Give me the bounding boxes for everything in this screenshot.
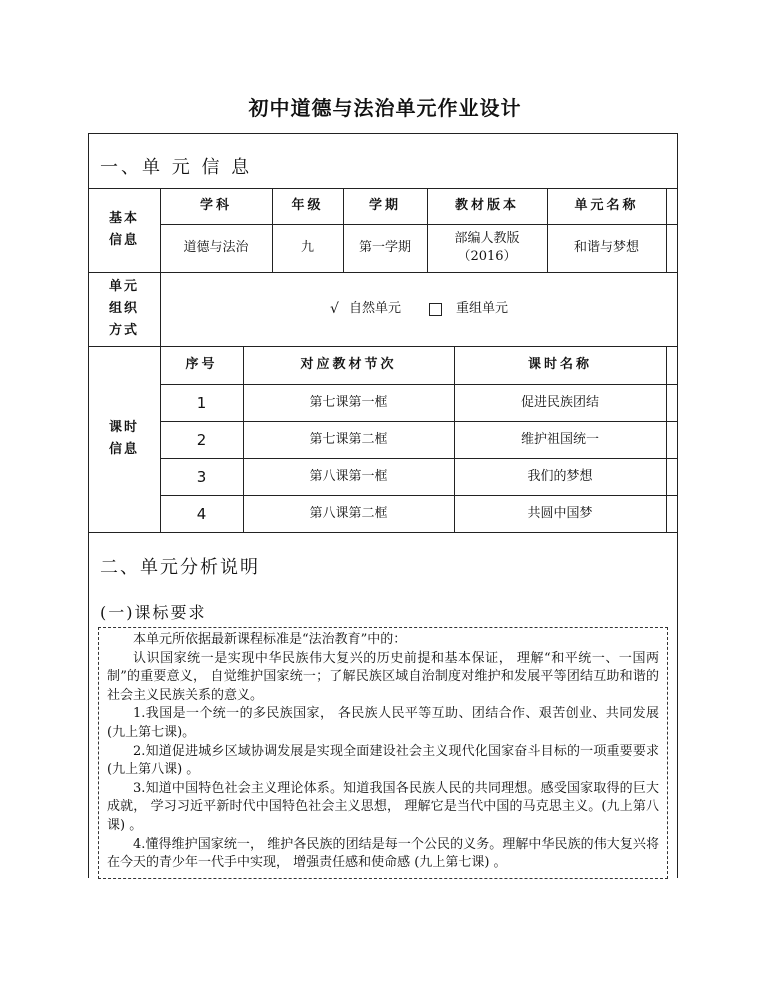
lesson-section: 第八课第一框 <box>309 468 388 484</box>
empty-checkbox-icon <box>429 303 442 316</box>
divider <box>666 346 667 532</box>
value-grade: 九 <box>300 240 314 255</box>
standard-paragraph: 3.知道中国特色社会主义理论体系。知道我国各民族人民的共同理想。感受国家取得的巨大成就， 学习习近平新时代中国特色社会主义思想， 理解它是当代中国的马克思主义。(九上第八课) 。 <box>107 780 659 833</box>
curriculum-standard-box <box>98 627 668 879</box>
standard-paragraph: 2.知道促进城乡区域协调发展是实现全面建设社会主义现代化国家奋斗目标的一项重要要求 (九上第八课) 。 <box>107 743 659 778</box>
value-subject: 道德与法治 <box>183 240 249 255</box>
organization-label: 单元 组织 方式 <box>108 279 139 338</box>
curriculum-standard-heading: (一)课标要求 <box>100 603 207 622</box>
standard-paragraph: 4.懂得维护国家统一， 维护各民族的团结是每一个公民的义务。理解中华民族的伟大复兴将在今天的青少年一代手中实现， 增强责任感和使命感 (九上第七课) 。 <box>107 836 659 871</box>
value-semester: 第一学期 <box>358 240 411 255</box>
lesson-name: 维护祖国统一 <box>520 431 599 447</box>
header-lesson-name: 课时名称 <box>527 357 592 372</box>
lesson-section: 第七课第二框 <box>309 431 388 447</box>
lesson-section: 第八课第二框 <box>309 505 388 521</box>
header-semester: 学期 <box>368 198 401 213</box>
basic-info-label: 基本 信息 <box>108 211 139 248</box>
standard-paragraph: 本单元所依据最新课程标准是“法治教育”中的： <box>133 632 407 647</box>
lesson-name: 共圆中国梦 <box>527 505 593 521</box>
value-unit-name: 和谐与梦想 <box>573 240 639 255</box>
lesson-number: 1 <box>196 393 207 412</box>
header-grade: 年级 <box>291 198 324 213</box>
header-unit-name: 单元名称 <box>574 198 639 213</box>
divider <box>88 532 678 533</box>
document-title: 初中道德与法治单元作业设计 <box>248 96 522 120</box>
section-1-heading: 一、单 元 信 息 <box>100 157 253 178</box>
section-2-heading: 二、单元分析说明 <box>100 557 260 578</box>
lesson-number: 3 <box>196 467 207 486</box>
header-subject: 学科 <box>199 198 232 213</box>
option-natural-unit: 自然单元 <box>348 301 401 316</box>
lesson-name: 我们的梦想 <box>527 468 593 484</box>
standard-paragraph: 认识国家统一是实现中华民族伟大复兴的历史前提和基本保证， 理解“和平统一、一国两制”的重要意义， 自觉维护国家统一；了解民族区域自治制度对维护和发展平等团结互助和谐的社会主义民族关系的意义。 <box>107 650 659 703</box>
header-textbook-section: 对应教材节次 <box>300 357 397 372</box>
lesson-name: 促进民族团结 <box>520 394 599 410</box>
header-number: 序号 <box>185 357 218 372</box>
check-mark-icon: √ <box>330 301 339 317</box>
organization-options <box>160 272 678 346</box>
divider <box>666 188 667 272</box>
option-regroup-unit: 重组单元 <box>455 301 508 316</box>
value-textbook-version: 部编人教版 （2016） <box>454 231 520 264</box>
lesson-section: 第七课第一框 <box>309 394 388 410</box>
lesson-number: 2 <box>196 430 207 449</box>
lesson-number: 4 <box>196 504 207 523</box>
standard-paragraph: 1.我国是一个统一的多民族国家， 各民族人民平等互助、团结合作、艰苦创业、共同发展(九上第七课)。 <box>107 706 659 740</box>
lesson-info-label: 课时 信息 <box>108 420 139 457</box>
header-textbook-version: 教材版本 <box>454 198 519 213</box>
